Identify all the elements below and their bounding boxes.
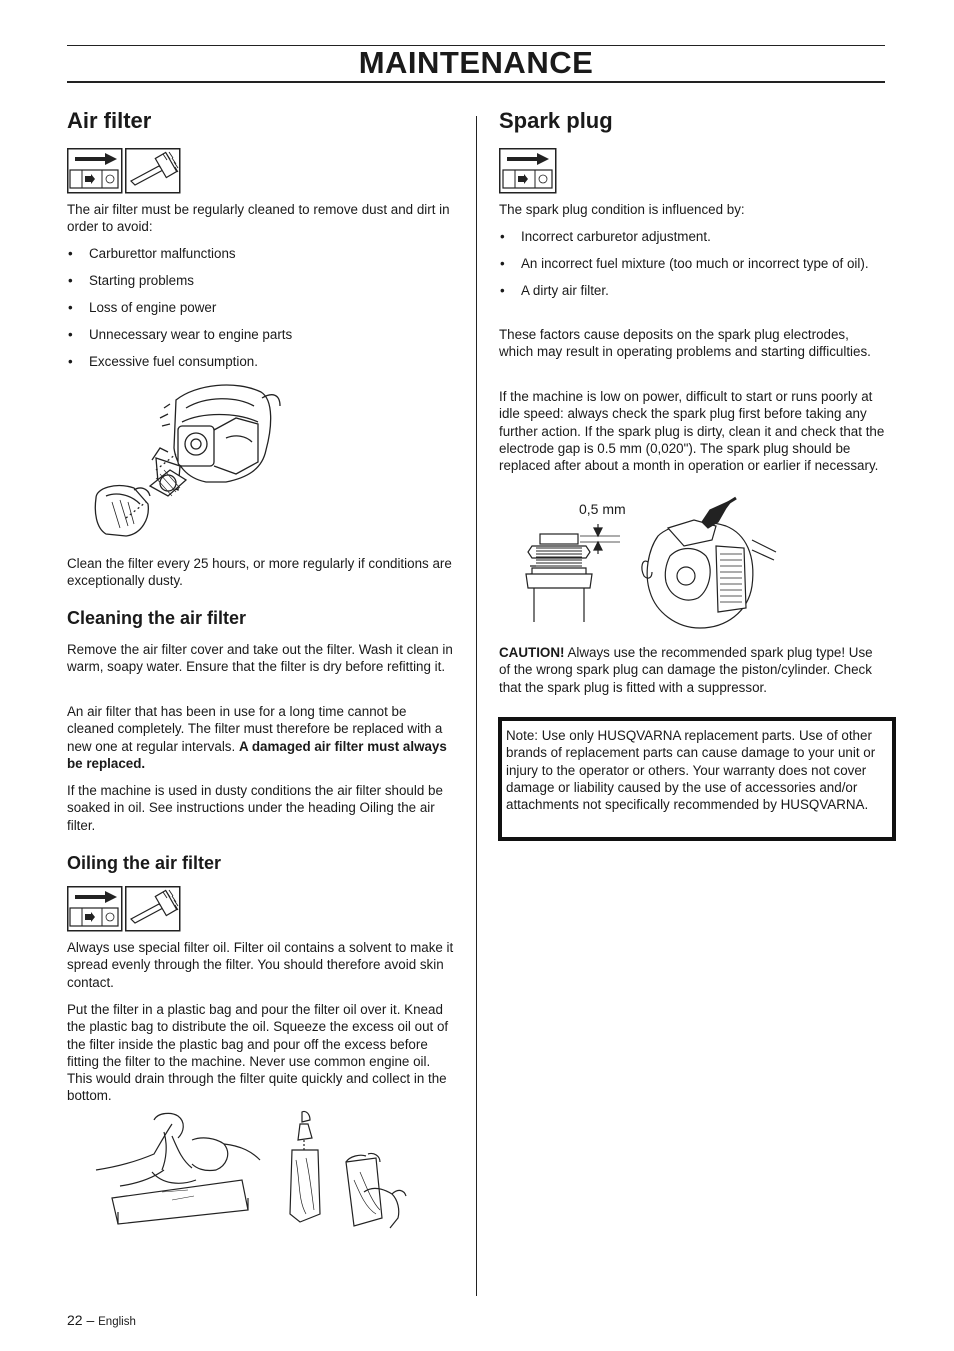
list-item: • Starting problems (67, 272, 455, 289)
oiling-paragraph-1: Always use special filter oil. Filter oil contains a solvent to make it spread evenly through the filter. You should therefore avoid skin contact. (67, 940, 454, 990)
list-item: • Excessive fuel consumption. (67, 353, 455, 370)
cleaning-paragraph-2-text: An air filter that has been in use for a long time cannot be cleaned completely. The filter must therefore be replaced with a new one at regular intervals. (67, 704, 443, 754)
page-title: MAINTENANCE (358, 45, 594, 80)
spark-plug-gap-illustration (520, 496, 780, 636)
list-item: • An incorrect fuel mixture (too much or incorrect type of oil). (499, 255, 885, 272)
caution-text: Always use the recommended spark plug type! Use of the wrong spark plug can damage the piston/cylinder. Check that the spark plug is fitted with a suppressor. (499, 645, 873, 695)
page-number: 22 – (67, 1312, 99, 1328)
gap-measurement-label: 0,5 mm (579, 501, 626, 517)
footer-language: English (98, 1316, 136, 1328)
spark-plug-intro: The spark plug condition is influenced by: (499, 202, 745, 217)
column-divider (476, 116, 477, 1296)
air-filter-intro: The air filter must be regularly cleaned to remove dust and dirt in order to avoid: (67, 202, 450, 235)
cleaning-paragraph-3: If the machine is used in dusty conditions the air filter should be soaked in oil. See instructions under the heading Oiling the air filter. (67, 783, 443, 833)
section-title-spark-plug: Spark plug (499, 108, 613, 133)
spark-plug-deposits: These factors cause deposits on the spark plug electrodes, which may result in operating problems and starting difficulties. (499, 327, 871, 360)
spark-plug-bullets (499, 228, 885, 309)
spark-plug-check: If the machine is low on power, difficult to start or runs poorly at idle speed: always check the spark plug first before taking any further action. If the spark plug is dirty, clean it and check that the electrode gap is 0.5 mm (0,020"). The spark plug should be replaced after about a month in operation or earlier if necessary. (499, 389, 885, 474)
spark-plug-caution (499, 644, 885, 696)
section-title-air-filter: Air filter (67, 108, 152, 133)
header-rule-bottom (67, 81, 885, 83)
list-item: • Unnecessary wear to engine parts (67, 326, 455, 343)
filter-oiling-illustration (92, 1110, 412, 1230)
air-filter-exploded-illustration (86, 378, 282, 540)
note-text: Note: Use only HUSQVARNA replacement parts. Use of other brands of replacement parts can cause damage to your unit or injury to the operator or others. Your warranty does not cover damage or liability caused by the use of accessories and/or attachments not specifically recommended by HUSQVARNA. (506, 728, 876, 813)
subsection-title-cleaning: Cleaning the air filter (67, 608, 247, 628)
list-item: • Incorrect carburetor adjustment. (499, 228, 885, 245)
cleaning-paragraph-2 (67, 703, 455, 772)
list-item: • Loss of engine power (67, 299, 455, 316)
caution-label: CAUTION! (499, 645, 565, 660)
air-filter-clean-interval: Clean the filter every 25 hours, or more regularly if conditions are exceptionally dusty. (67, 556, 452, 589)
subsection-title-oiling: Oiling the air filter (67, 853, 222, 873)
maintenance-icon-spark-plug (499, 148, 557, 194)
list-item: • A dirty air filter. (499, 282, 885, 299)
maintenance-icons-air-filter (67, 148, 181, 194)
note-box (498, 717, 896, 841)
page-footer (67, 1312, 136, 1328)
list-item: • Carburettor malfunctions (67, 245, 455, 262)
cleaning-paragraph-2-bold: A damaged air filter must always be replaced. (67, 738, 447, 771)
maintenance-icons-oiling (67, 886, 181, 932)
oiling-paragraph-2: Put the filter in a plastic bag and pour the filter oil over it. Knead the plastic bag to distribute the oil. Squeeze the excess oil out of the filter inside the plastic bag and pour off the excess before fitting the filter to the machine. Never use common engine oil. This would drain through the filter quite quickly and collect in the bottom. (67, 1002, 449, 1104)
air-filter-bullets (67, 245, 455, 380)
cleaning-paragraph-1: Remove the air filter cover and take out the filter. Wash it clean in warm, soapy water. Ensure that the filter is dry before refitting it. (67, 642, 453, 675)
